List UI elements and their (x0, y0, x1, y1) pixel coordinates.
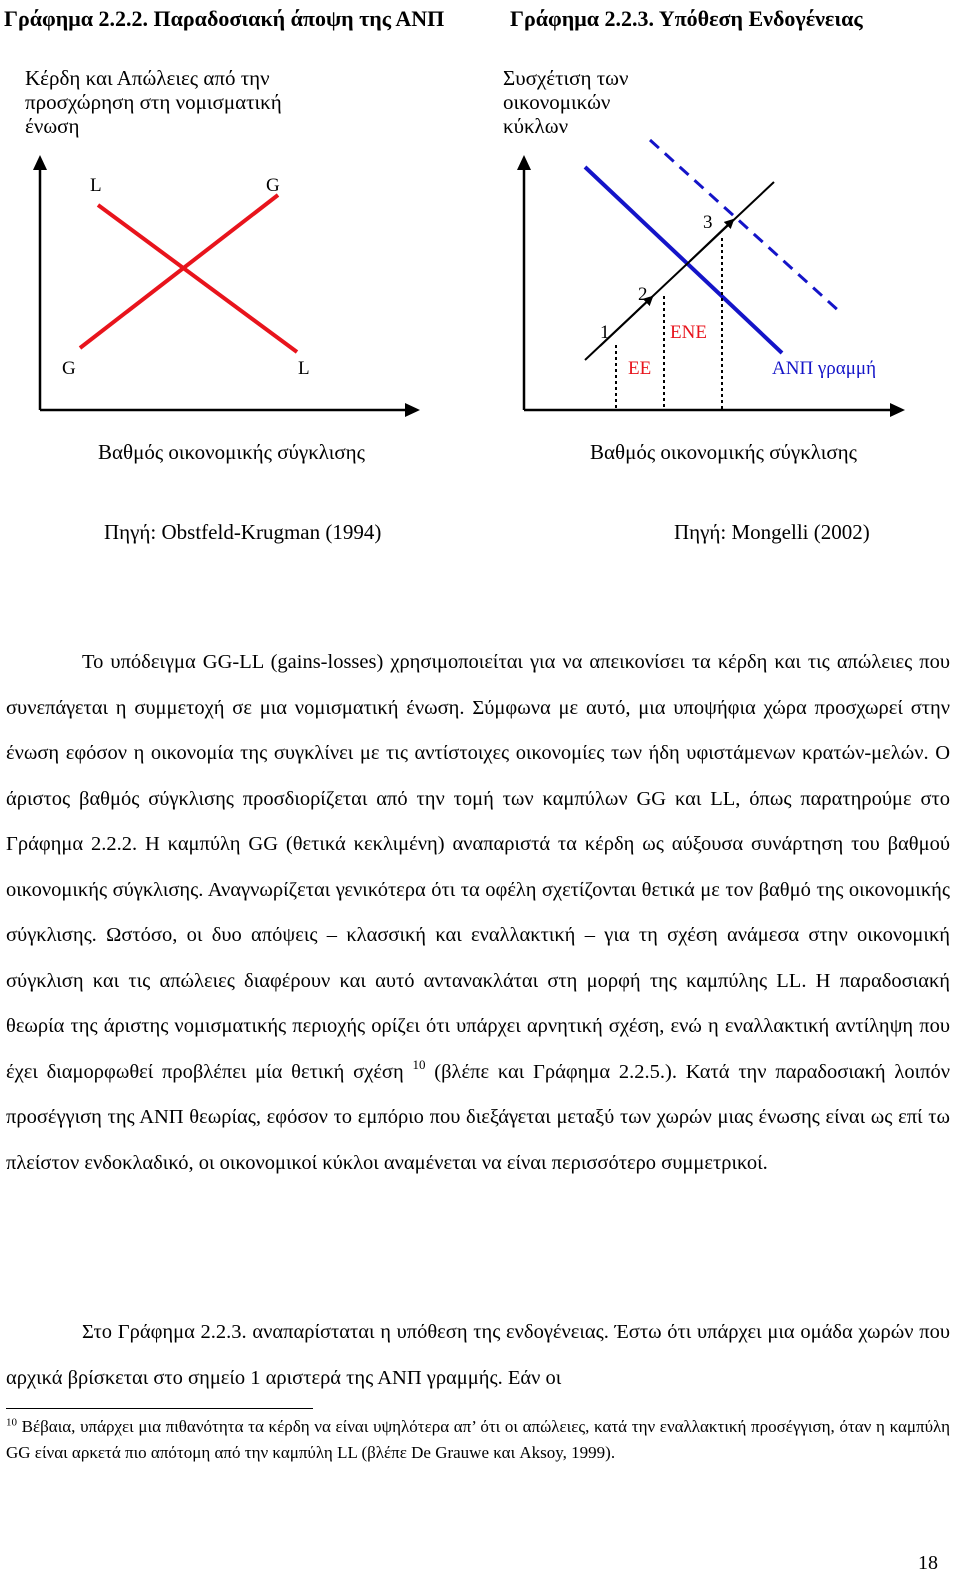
label-g-bottom: G (62, 358, 76, 379)
right-x-axis-label: Βαθμός οικονομικής σύγκλισης (590, 440, 857, 464)
point-1-label: 1 (600, 322, 610, 343)
footnote (6, 1414, 950, 1466)
left-x-axis-label: Βαθμός οικονομικής σύγκλισης (98, 440, 365, 464)
right-y-axis-label: Συσχέτιση των οικονομικών κύκλων (503, 66, 629, 138)
point-3-label: 3 (703, 212, 713, 233)
footnote-text: Βέβαια, υπάρχει μια πιθανότητα τα κέρδη να είναι υψηλότερα απ’ ότι οι απώλειες, κατά την εναλλακτική προσέγγιση, όταν η καμπύλη GG είναι αρκετά πιο απότομη από την καμπύλη LL (βλέπε De Grauwe και Aksoy, 1999). (6, 1417, 950, 1462)
paragraph-1-text: Το υπόδειγμα GG-LL (gains-losses) χρησιμοποιείται για να απεικονίσει τα κέρδη και τις απώλειες που συνεπάγεται η συμμετοχή σε μια νομισματική ένωση. Σύμφωνα με αυτό, μια υποψήφια χώρα προσχωρεί στην ένωση εφόσον η οικονομία της συγκλίνει με τις αντίστοιχες οικονομίες των ήδη υφιστάμενων κρατών-μελών. Ο άριστος βαθμός σύγκλισης προσδιορίζεται από την τομή των καμπύλων GG και LL, όπως παρατηρούμε στο Γράφημα 2.2.2. Η καμπύλη GG (θετικά κεκλιμένη) αναπαριστά τα κέρδη ως αύξουσα συνάρτηση του βαθμού οικονομικής σύγκλισης. Αναγνωρίζεται γενικότερα ότι τα οφέλη σχετίζονται θετικά με τον βαθμό της οικονομικής σύγκλισης. Ωστόσο, οι δυο απόψεις – κλασσική και εναλλακτική – για τη σχέση ανάμεσα στην οικονομική σύγκλιση και τις απώλειες διαφέρουν και αυτό αντανακλάται στη μορφή της καμπύλης LL. Η παραδοσιακή θεωρία της άριστης νομισματικής περιοχής ορίζει ότι υπάρχει αρνητική σχέση, ενώ η εναλλακτική αντίληψη που έχει διαμορφωθεί προβλέπει μία θετική σχέση (6, 651, 950, 1083)
label-l-top: L (90, 175, 102, 196)
ll-curve (98, 205, 297, 352)
anp-dashed-line (650, 140, 840, 312)
anp-line-label: ΑΝΠ γραμμή (772, 358, 877, 379)
ee-label: ΕΕ (628, 358, 652, 379)
paragraph-1 (6, 640, 950, 1186)
paragraph-1-tail: (βλέπε και Γράφημα 2.2.5.). Κατά την παραδοσιακή λοιπόν προσέγγιση της ΑΝΠ θεωρίας, εφόσον το εμπόριο που διεξάγεται μεταξύ των χωρών μιας ένωσης είναι ως επί τω πλείστον ενδοκλαδικό, οι οικονομικοί κύκλοι αναμένεται να είναι περισσότερο συμμετρικοί. (6, 1060, 951, 1174)
footnote-ref: 10 (412, 1056, 426, 1072)
label-g-top: G (266, 175, 280, 196)
paragraph-2 (6, 1310, 950, 1401)
left-y-axis-label: Κέρδη και Απώλειες από την προσχώρηση στη νομισματική ένωση (25, 66, 282, 138)
page-number: 18 (918, 1552, 938, 1574)
paragraph-2-text: Στο Γράφημα 2.2.3. αναπαρίσταται η υπόθεση της ενδογένειας. Έστω ότι υπάρχει μια ομάδα χωρών που αρχικά βρίσκεται στο σημείο 1 αριστερά της ΑΝΠ γραμμής. Εάν οι (6, 1321, 950, 1389)
gg-curve (80, 195, 278, 348)
footnote-number: 10 (6, 1416, 17, 1429)
right-figure-title: Γράφημα 2.2.3. Υπόθεση Ενδογένειας (510, 6, 863, 31)
right-figure-source: Πηγή: Mongelli (2002) (674, 520, 870, 544)
left-figure-title: Γράφημα 2.2.2. Παραδοσιακή άποψη της ΑΝΠ (4, 6, 445, 31)
left-figure-source: Πηγή: Obstfeld-Krugman (1994) (104, 520, 382, 544)
ene-label: ΕΝΕ (670, 322, 707, 343)
footnote-rule (6, 1408, 313, 1409)
point-2-label: 2 (638, 284, 648, 305)
figures-canvas (0, 0, 960, 560)
label-l-bottom: L (298, 358, 310, 379)
